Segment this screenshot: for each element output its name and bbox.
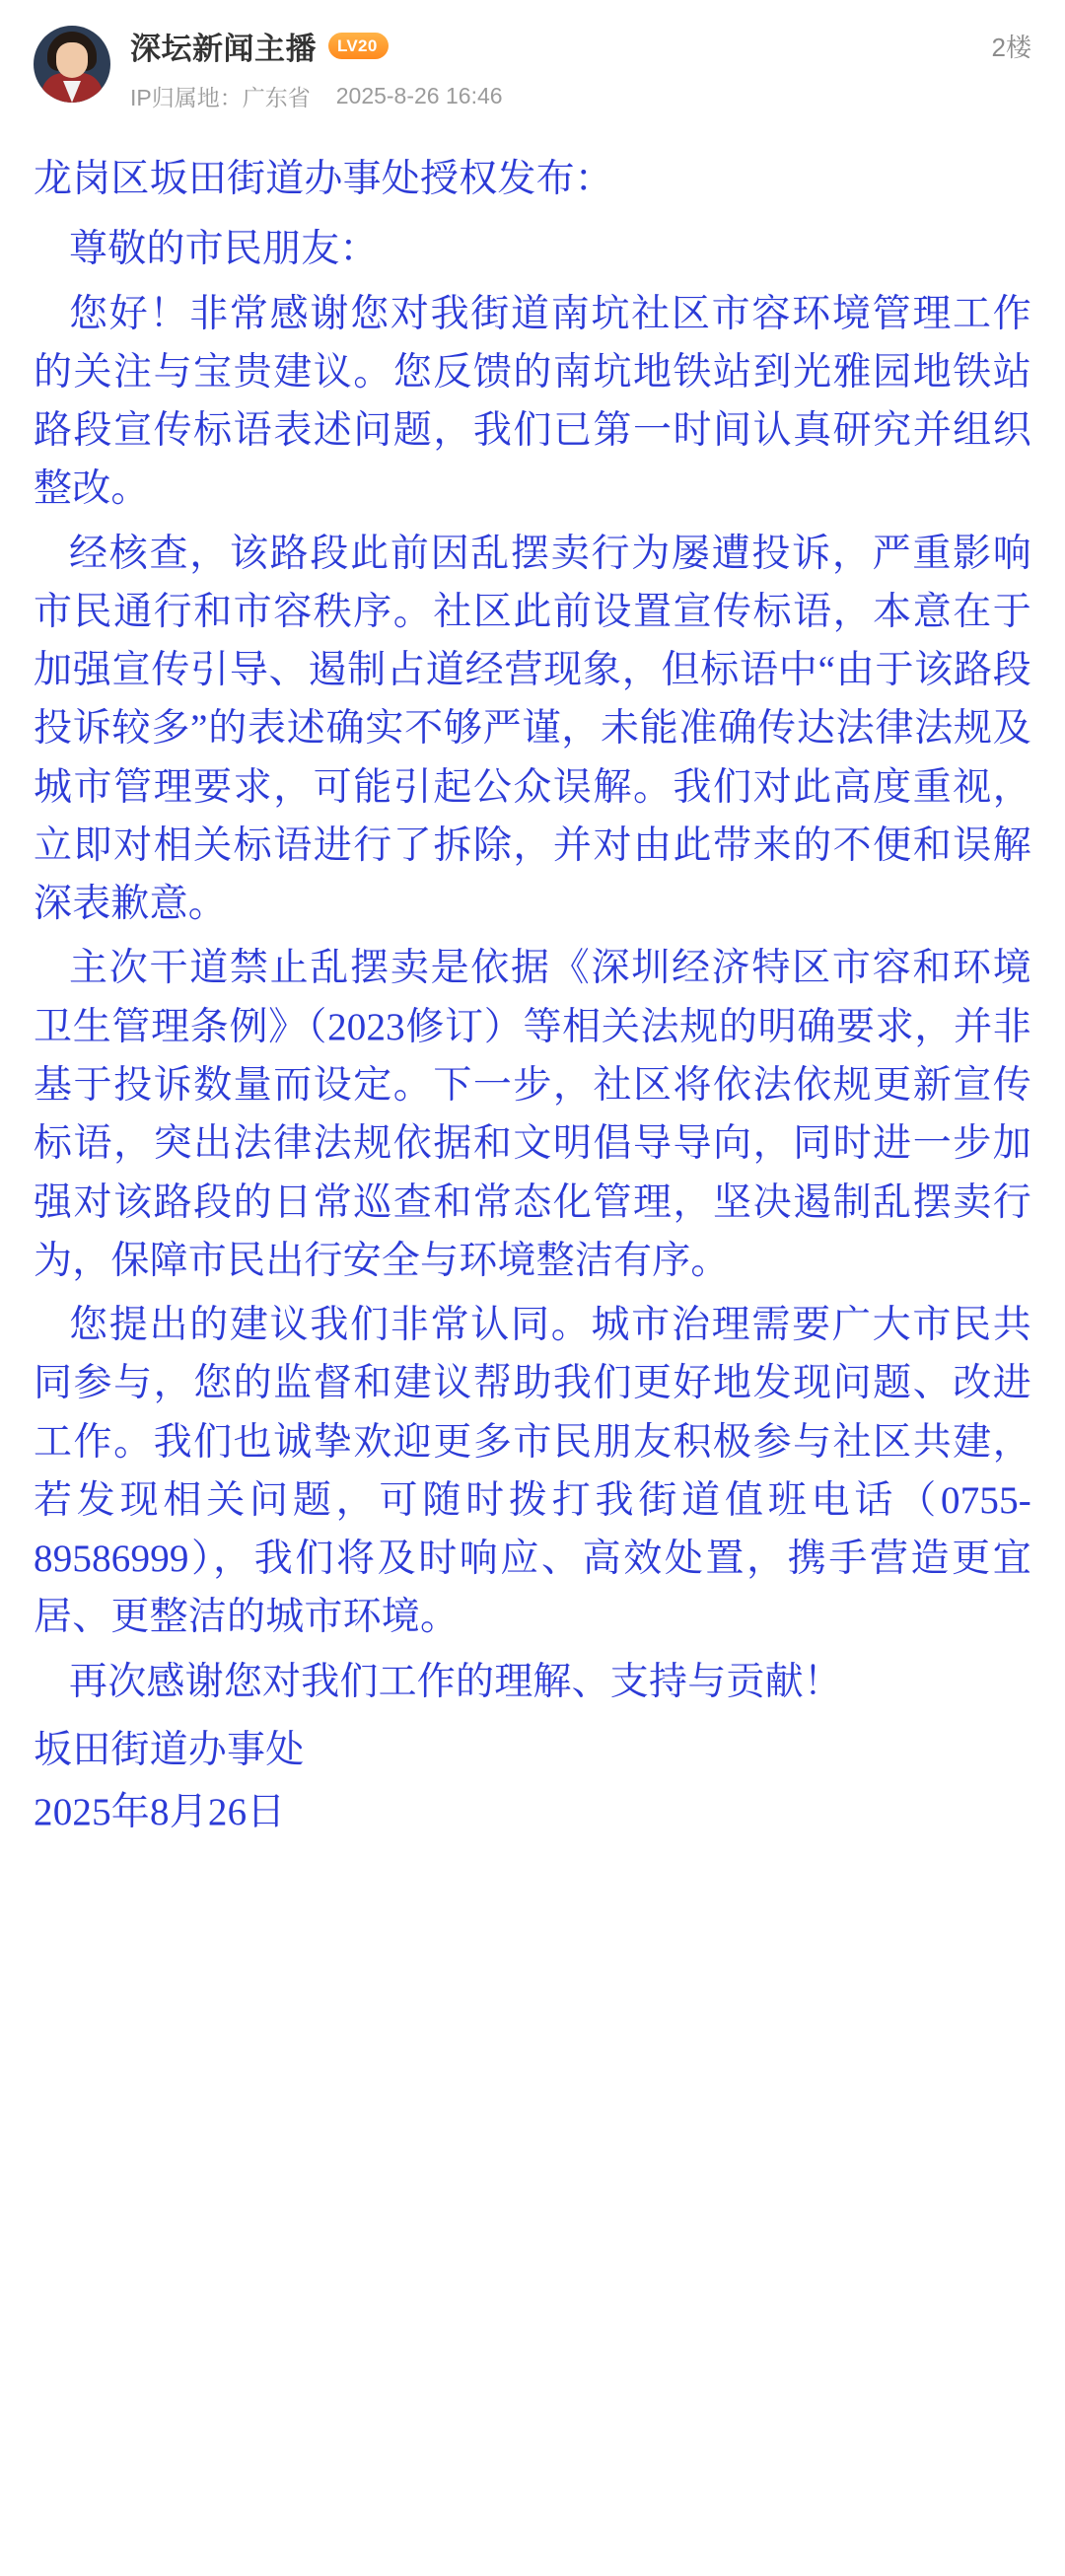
ip-location-label: IP归属地：广东省 bbox=[130, 85, 311, 110]
signature-block bbox=[34, 1721, 1031, 1842]
avatar-face-shape bbox=[56, 42, 88, 78]
post-paragraph-5: 您提出的建议我们非常认同。城市治理需要广大市民共同参与，您的监督和建议帮助我们更好地发现问题、改进工作。我们也诚挚欢迎更多市民朋友积极参与社区共建，若发现相关问题，可随时拨打我街道值班电话（0755-89586999），我们将及时响应、高效处置，携手营造更宜居、更整洁的城市环境。 bbox=[34, 1304, 1031, 1639]
post-paragraph-2: 您好！非常感谢您对我街道南坑社区市容环境管理工作的关注与宝贵建议。您反馈的南坑地铁站到光雅园地铁站路段宣传标语表述问题，我们已第一时间认真研究并组织整改。 bbox=[34, 292, 1031, 511]
post-paragraph-6: 再次感谢您对我们工作的理解、支持与贡献！ bbox=[69, 1660, 843, 1703]
author-nickname[interactable]: 深坛新闻主播 bbox=[130, 32, 317, 66]
level-badge: LV20 bbox=[328, 33, 389, 59]
post-timestamp: 2025-8-26 16:46 bbox=[335, 83, 503, 108]
post-meta-row bbox=[130, 80, 1031, 112]
post-paragraph-3: 经核查，该路段此前因乱摆卖行为屡遭投诉，严重影响市民通行和市容秩序。社区此前设置宣传标语，本意在于加强宣传引导、遏制占道经营现象，但标语中“由于该路段投诉较多”的表述确实不够严谨，未能准确传达法律法规及城市管理要求，可能引起公众误解。我们对此高度重视，立即对相关标语进行了拆除，并对由此带来的不便和误解深表歉意。 bbox=[34, 532, 1031, 926]
signature-organization: 坂田街道办事处 bbox=[34, 1728, 305, 1771]
avatar[interactable] bbox=[34, 26, 110, 103]
post-body bbox=[34, 150, 1031, 1841]
floor-number: 2楼 bbox=[991, 33, 1031, 62]
post-header bbox=[34, 22, 1031, 116]
post-paragraph-4: 主次干道禁止乱摆卖是依据《深圳经济特区市容和环境卫生管理条例》（2023修订）等相关法规的明确要求，并非基于投诉数量而设定。下一步，社区将依法依规更新宣传标语，突出法律法规依据和文明倡导导向，同时进一步加强对该路段的日常巡查和常态化管理，坚决遏制乱摆卖行为，保障市民出行安全与环境整洁有序。 bbox=[34, 947, 1031, 1282]
signature-date: 2025年8月26日 bbox=[34, 1791, 286, 1834]
post-paragraph-1: 尊敬的市民朋友： bbox=[69, 228, 379, 271]
post-title-line: 龙岗区坂田街道办事处授权发布： bbox=[34, 158, 614, 200]
author-info bbox=[130, 22, 1031, 112]
author-name-row bbox=[130, 24, 1031, 68]
